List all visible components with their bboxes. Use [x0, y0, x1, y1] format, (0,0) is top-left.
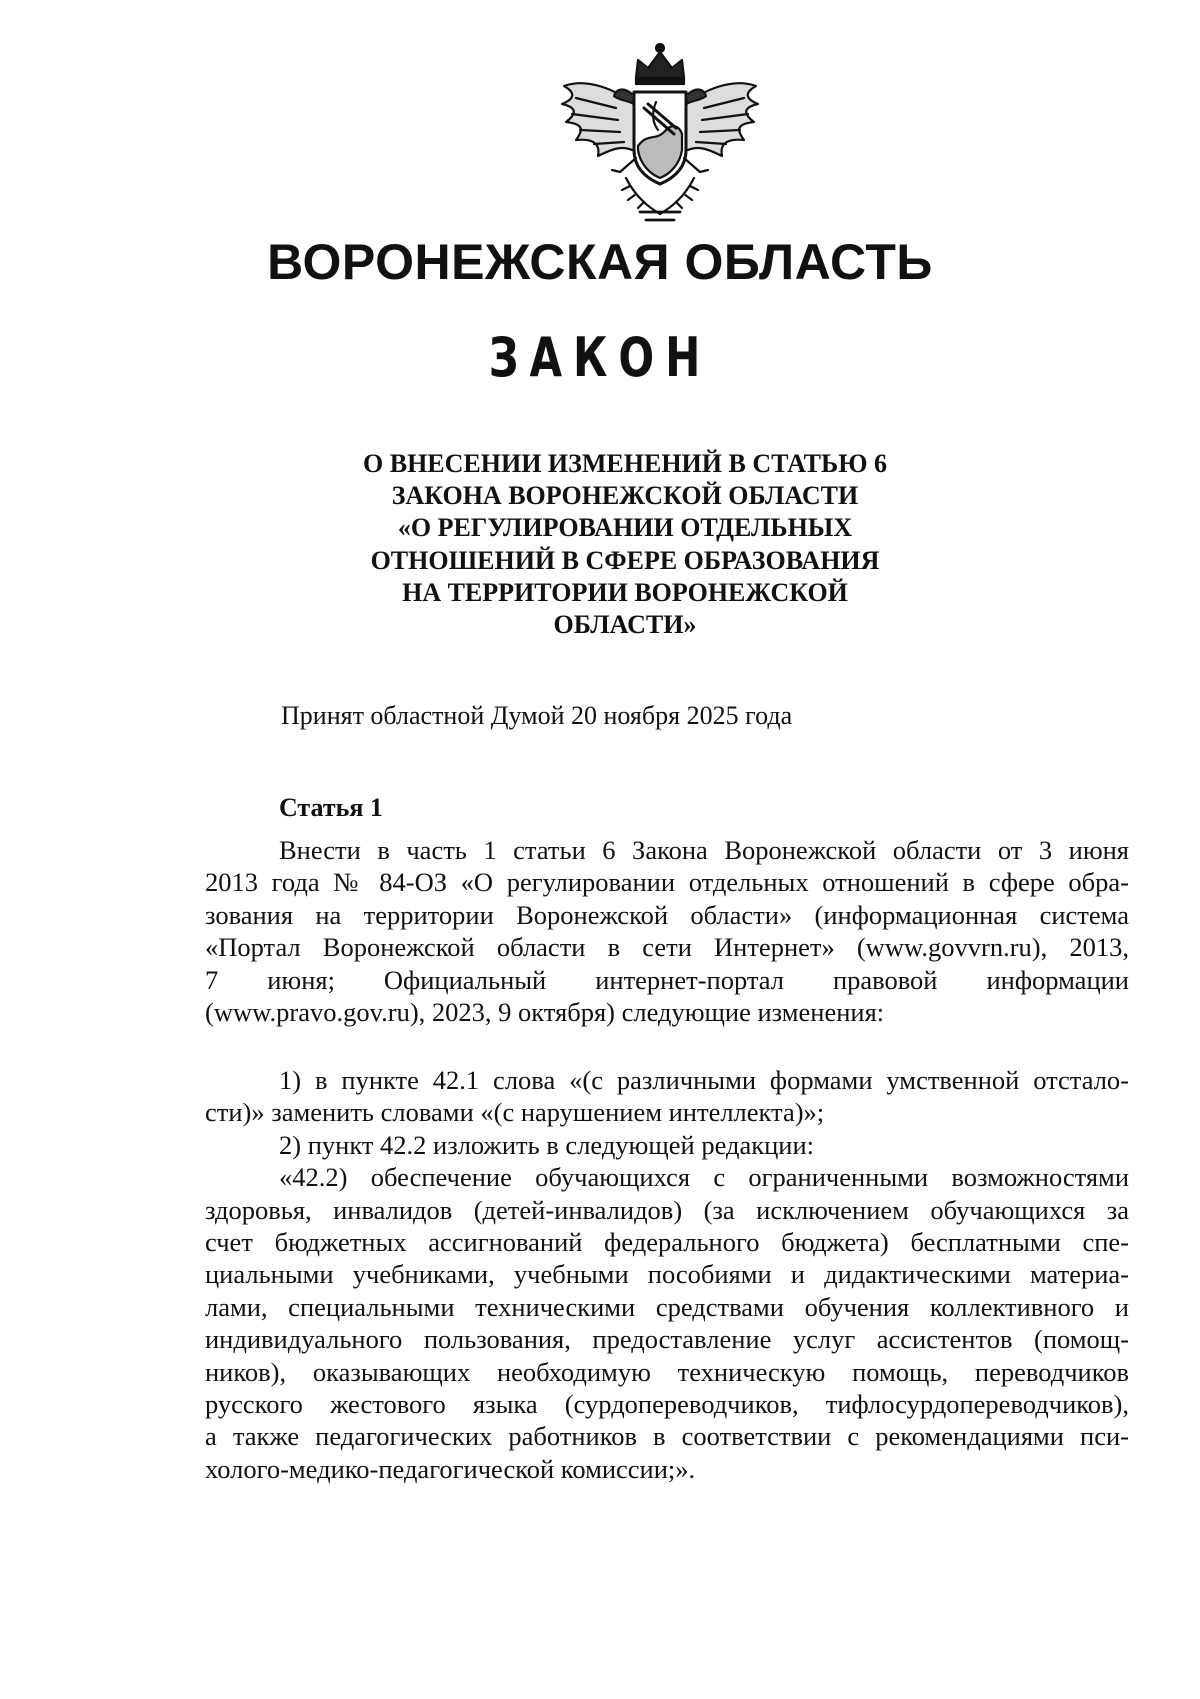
text-line: (www.pravo.gov.ru), 2023, 9 октября) следующие изменения:: [205, 996, 885, 1027]
law-title-line: ЗАКОНА ВОРОНЕЖСКОЙ ОБЛАСТИ: [391, 481, 859, 511]
text-line: 7 июня; Официальный интернет-портал правовой информации: [205, 964, 1129, 995]
adoption-note: Принят областной Думой 20 ноября 2025 года: [281, 701, 793, 730]
text-line: индивидуального пользования, предоставление услуг ассистентов (помощ-: [205, 1324, 1129, 1355]
article-items-paragraph: [205, 1064, 1129, 1485]
law-title-line: «О РЕГУЛИРОВАНИИ ОТДЕЛЬНЫХ: [397, 513, 853, 543]
text-line: лами, специальными техническими средствами обучения коллективного и: [205, 1291, 1129, 1322]
text-line: русского жестового языка (сурдопереводчиков, тифлосурдопереводчиков),: [205, 1388, 1129, 1419]
law-title-line: О ВНЕСЕНИИ ИЗМЕНЕНИЙ В СТАТЬЮ 6: [363, 449, 887, 478]
text-line: ников), оказывающих необходимую техническую помощь, переводчиков: [205, 1356, 1129, 1387]
text-line: 2) пункт 42.2 изложить в следующей редакции:: [279, 1129, 815, 1160]
text-line: зования на территории Воронежской области» (информационная система: [205, 899, 1129, 930]
law-title-line: ОТНОШЕНИЙ В СФЕРЕ ОБРАЗОВАНИЯ: [370, 545, 880, 575]
text-line: 2013 года № 84-ОЗ «О регулировании отдельных отношений в сфере обра-: [205, 867, 1129, 898]
article-heading: Статья 1: [279, 793, 383, 822]
region-name: ВОРОНЕЖСКАЯ ОБЛАСТЬ: [267, 234, 933, 290]
text-line: холого-медико-педагогической комиссии;».: [205, 1453, 696, 1484]
text-line: счет бюджетных ассигнований федерального бюджета) бесплатными спе-: [205, 1226, 1129, 1257]
text-line: циальными учебниками, учебными пособиями и дидактическими материа-: [205, 1259, 1129, 1290]
text-line: 1) в пункте 42.1 слова «(с различными формами умственной отстало-: [279, 1065, 1129, 1095]
document-type: ЗАКОН: [488, 326, 712, 389]
text-line: а также педагогических работников в соответствии с рекомендациями пси-: [205, 1421, 1129, 1452]
text-line: «Портал Воронежской области в сети Интернет» (www.govvrn.ru), 2013,: [205, 932, 1129, 963]
article-intro-paragraph: [205, 834, 1129, 1028]
law-title-line: НА ТЕРРИТОРИИ ВОРОНЕЖСКОЙ: [402, 577, 848, 607]
law-title-line: ОБЛАСТИ»: [553, 610, 697, 640]
coat-of-arms-emblem-icon: [556, 38, 764, 234]
law-title: [340, 448, 910, 641]
text-line: здоровья, инвалидов (детей-инвалидов) (за исключением обучающихся за: [205, 1194, 1129, 1225]
text-line: Внести в часть 1 статьи 6 Закона Воронежской области от 3 июня: [279, 835, 1129, 865]
text-line: «42.2) обеспечение обучающихся с ограниченными возможностями: [279, 1162, 1129, 1193]
text-line: сти)» заменить словами «(с нарушением интеллекта)»;: [205, 1097, 825, 1128]
